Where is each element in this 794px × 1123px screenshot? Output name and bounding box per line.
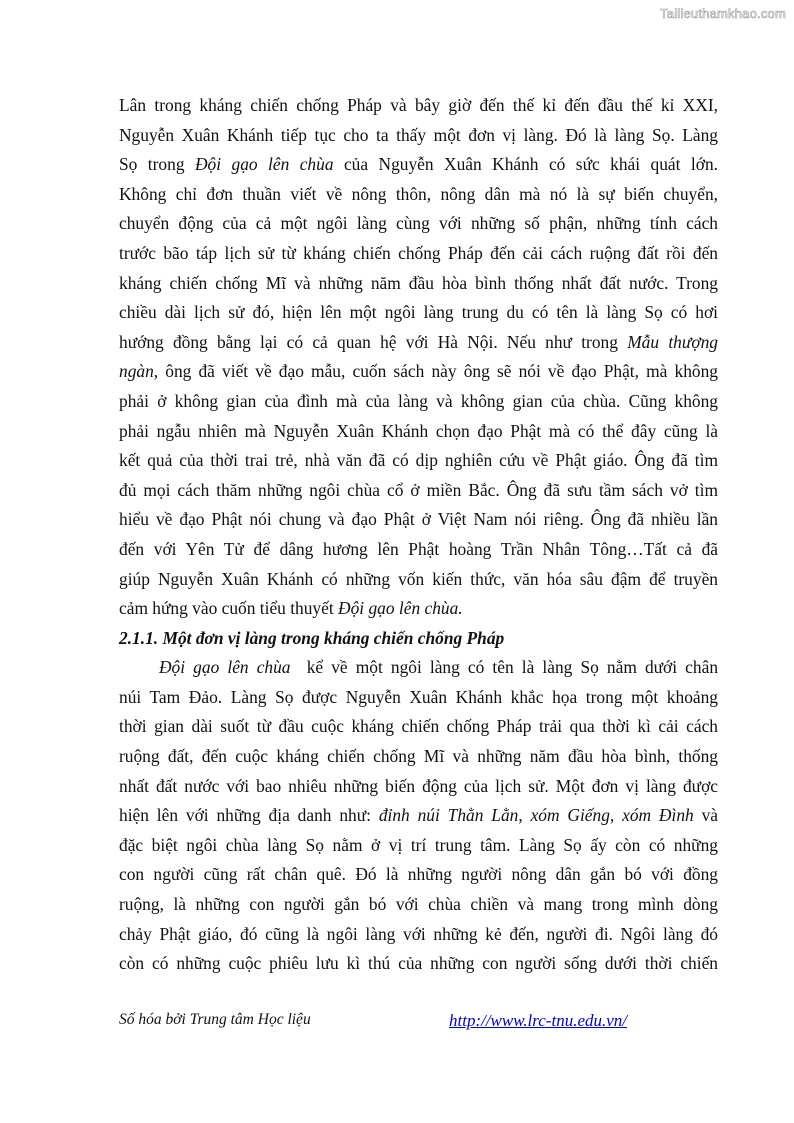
text-line: giúp Nguyễn Xuân Khánh có những vốn kiến thức, văn hóa sâu đậm để truyền	[119, 568, 718, 589]
section-heading: 2.1.1. Một đơn vị làng trong kháng chiến chống Pháp	[119, 627, 505, 648]
text-line: chảy Phật giáo, đó cũng là ngôi làng với những kẻ đến, người đi. Ngôi làng đó	[119, 923, 718, 944]
text-line: đến với Yên Tử để dâng hương lên Phật hoàng Trần Nhân Tông…Tất cả đã	[119, 538, 718, 559]
document-body	[119, 91, 718, 979]
text-line: ruộng, là những con người gắn bó với chùa chiền và mang trong mình dòng	[119, 894, 718, 915]
text-line: Không chỉ đơn thuần viết về nông thôn, nông dân mà nó là sự biến chuyển,	[119, 183, 718, 204]
paragraph-section	[119, 653, 718, 979]
text-line: con người cũng rất chân quê. Đó là những người nông dân gắn bó với đồng	[119, 864, 718, 885]
text-line: kết quả của thời trai trẻ, nhà văn đã có dịp nghiên cứu về Phật giáo. Ông đã tìm	[119, 450, 718, 471]
watermark-text: Tailieuthamkhao.com	[660, 6, 786, 21]
place-names: đỉnh núi Thằn Lằn, xóm Giếng, xóm Đình	[378, 805, 694, 826]
text-line: hướng đồng bằng lại có cả quan hệ với Hà Nội. Nếu như trong Mẫu thượng	[119, 331, 718, 352]
footer-link[interactable]: http://www.lrc-tnu.edu.vn/	[449, 1011, 628, 1030]
text-line: Nguyễn Xuân Khánh tiếp tục cho ta thấy một đơn vị làng. Đó là làng Sọ. Làng	[119, 124, 718, 145]
text-line: Lân trong kháng chiến chống Pháp và bây giờ đến thế kỉ đến đầu thế kỉ XXI,	[119, 95, 718, 115]
text-line: nhất đất nước với bao nhiêu những biến động của lịch sử. Một đơn vị làng được	[119, 775, 718, 796]
text-line: Đội gạo lên chùa kể về một ngôi làng có tên là làng Sọ nằm dưới chân	[159, 657, 719, 678]
text-line: hiểu về đạo Phật nói chung và đạo Phật ở Việt Nam nói riêng. Ông đã nhiều lần	[119, 509, 718, 530]
book-title: Đội gạo lên chùa.	[338, 598, 463, 619]
text-line: trước bão táp lịch sử từ kháng chiến chống Pháp đến cải cách ruộng đất rồi đến	[119, 242, 718, 263]
page-footer	[119, 1011, 718, 1035]
book-title: Đội gạo lên chùa	[159, 657, 291, 678]
footer-credit: Số hóa bởi Trung tâm Học liệu	[119, 1011, 311, 1028]
text-line: phải ngẫu nhiên mà Nguyễn Xuân Khánh chọn đạo Phật mà có thể đây cũng là	[119, 420, 718, 441]
text-line: kháng chiến chống Mĩ và những năm đầu hòa bình thống nhất đất nước. Trong	[119, 272, 718, 293]
text-line: Sọ trong Đội gạo lên chùa của Nguyễn Xuân Khánh có sức khái quát lớn.	[119, 154, 718, 175]
text-line: thời gian dài suốt từ đầu cuộc kháng chiến chống Pháp trải qua thời kì cải cách	[119, 716, 718, 737]
text-line: chuyển động của cả một ngôi làng cùng với những số phận, những tính cách	[119, 213, 718, 234]
text-line: đủ mọi cách thăm những ngôi chùa cổ ở miền Bắc. Ông đã sưu tầm sách vở tìm	[119, 479, 718, 500]
text-line: hiện lên với những địa danh như: đỉnh núi Thằn Lằn, xóm Giếng, xóm Đình và	[119, 805, 718, 826]
text-line: chiều dài lịch sử đó, hiện lên một ngôi làng trung du có tên là làng Sọ có hơi	[119, 302, 718, 323]
text-line: ruộng đất, đến cuộc kháng chiến chống Mĩ và những năm đầu hòa bình, thống	[119, 746, 718, 767]
text-line: đặc biệt ngôi chùa làng Sọ nằm ở vị trí trung tâm. Làng Sọ ấy còn có những	[119, 834, 718, 855]
text-line: phải ở không gian của đình mà của làng và không gian của chùa. Cũng không	[119, 390, 718, 411]
text-line: ngàn, ông đã viết về đạo mẫu, cuốn sách này ông sẽ nói về đạo Phật, mà không	[119, 361, 718, 382]
paragraph-intro	[119, 91, 718, 624]
text-line: núi Tam Đảo. Làng Sọ được Nguyễn Xuân Khánh khắc họa trong một khoảng	[119, 686, 718, 707]
text-line: cảm hứng vào cuốn tiểu thuyết Đội gạo lên chùa.	[119, 598, 463, 619]
book-title: Đội gạo lên chùa	[194, 154, 334, 175]
book-title: ngàn	[119, 361, 154, 382]
book-title: Mẫu thượng	[627, 331, 718, 352]
text-line: còn có những cuộc phiêu lưu kì thú của những con người sống dưới thời chiến	[119, 953, 718, 974]
